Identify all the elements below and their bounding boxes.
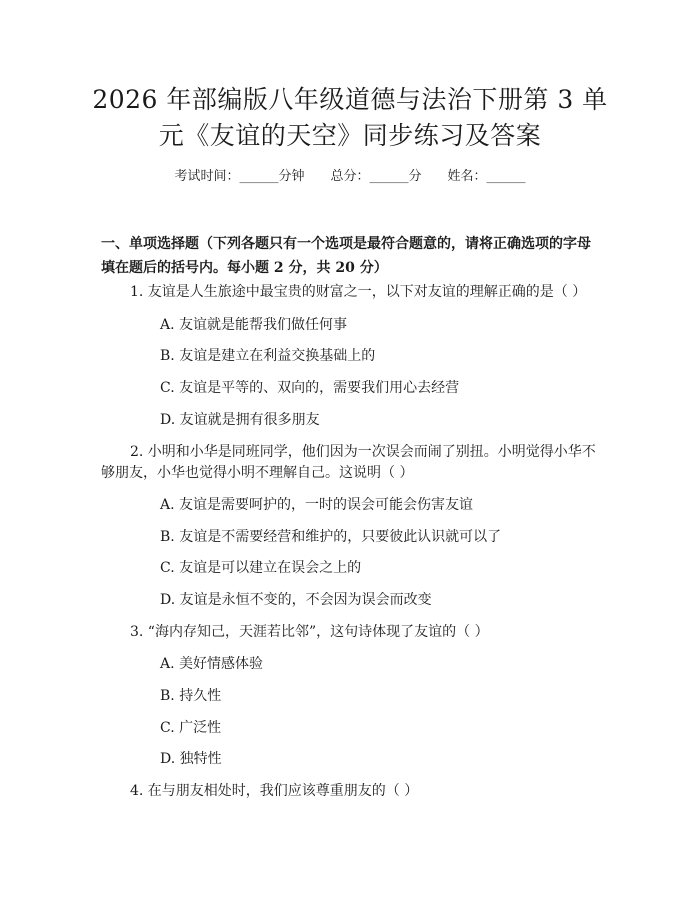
- question-2-stem-line-1: 2. 小明和小华是同班同学，他们因为一次误会而闹了别扭。小明觉得小华不: [130, 444, 596, 460]
- exam-time-field: 考试时间：______分钟: [174, 169, 305, 184]
- question-3-stem: 3. “海内存知己，天涯若比邻”，这句诗体现了友谊的（ ）: [130, 624, 489, 640]
- question-4-stem: 4. 在与朋友相处时，我们应该尊重朋友的（ ）: [130, 783, 419, 799]
- question-2-stem-line-2: 够朋友，小华也觉得小明不理解自己。这说明（ ）: [101, 465, 414, 481]
- student-name-field: 姓名：______: [447, 169, 526, 184]
- question-3-option-b: B. 持久性: [160, 688, 222, 704]
- question-3-option-c: C. 广泛性: [160, 720, 222, 736]
- document-title-line-2: 元《友谊的天空》同步练习及答案: [158, 121, 542, 150]
- question-3-option-d: D. 独特性: [160, 751, 222, 767]
- section-heading-line-1: 一、单项选择题（下列各题只有一个选项是最符合题意的，请将正确选项的字母: [101, 236, 591, 252]
- document-title-line-1: 2026 年部编版八年级道德与法治下册第 3 单: [92, 85, 608, 114]
- question-2-option-c: C. 友谊是可以建立在误会之上的: [160, 560, 362, 576]
- question-1-stem: 1. 友谊是人生旅途中最宝贵的财富之一，以下对友谊的理解正确的是（ ）: [130, 284, 587, 300]
- exam-info-bar: [0, 166, 700, 188]
- question-2-option-d: D. 友谊是永恒不变的，不会因为误会而改变: [160, 592, 432, 608]
- question-1-option-b: B. 友谊是建立在利益交换基础上的: [160, 348, 376, 364]
- section-heading-line-2: 填在题后的括号内。每小题 2 分，共 20 分）: [101, 260, 388, 276]
- question-1-option-a: A. 友谊就是能帮我们做任何事: [160, 317, 348, 333]
- question-1-option-d: D. 友谊就是拥有很多朋友: [160, 412, 320, 428]
- question-3-option-a: A. 美好情感体验: [160, 656, 264, 672]
- total-score-field: 总分：______分: [330, 169, 422, 184]
- question-2-option-a: A. 友谊是需要呵护的，一时的误会可能会伤害友谊: [160, 497, 474, 513]
- question-1-option-c: C. 友谊是平等的、双向的，需要我们用心去经营: [160, 380, 460, 396]
- question-2-option-b: B. 友谊是不需要经营和维护的，只要彼此认识就可以了: [160, 529, 502, 545]
